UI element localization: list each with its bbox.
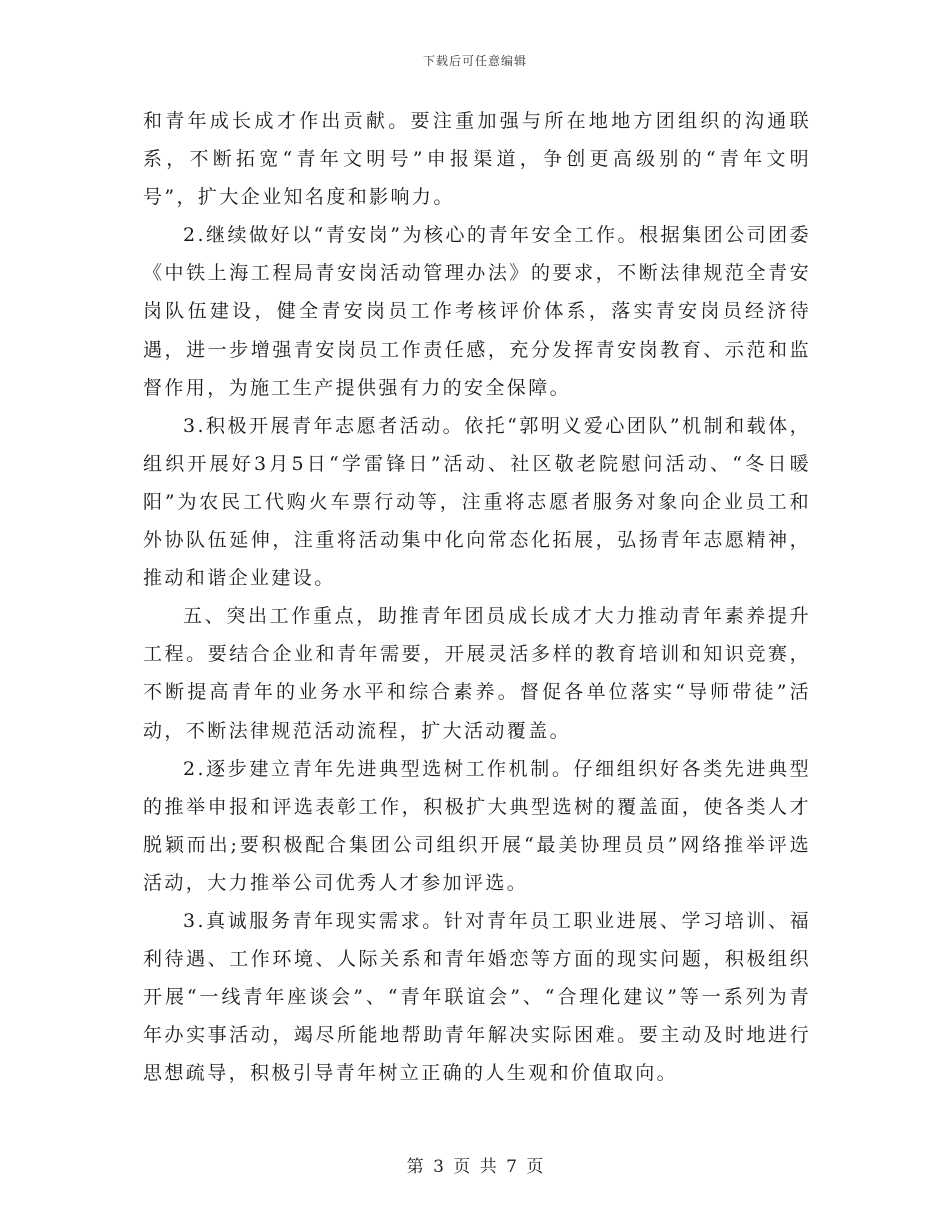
paragraph-model-selection: 2.逐步建立青年先进典型选树工作机制。仔细组织好各类先进典型的推举申报和评选表彰工作，积极扩大典型选树的覆盖面，使各类人才脱颖而出;要积极配合集团公司组织开展“最美协理员员”网络推举评选活动，大力推举公司优秀人才参加评选。	[143, 757, 811, 894]
paragraph-safety-work: 2.继续做好以“青安岗”为核心的青年安全工作。根据集团公司团委《中铁上海工程局青安岗活动管理办法》的要求，不断法律规范全青安岗队伍建设，健全青安岗员工作考核评价体系，落实青安岗员经济待遇，进一步增强青安岗员工作责任感，充分发挥青安岗教育、示范和监督作用，为施工生产提供强有力的安全保障。	[143, 224, 811, 399]
paragraph-youth-needs: 3.真诚服务青年现实需求。针对青年员工职业进展、学习培训、福利待遇、工作环境、人际关系和青年婚恋等方面的现实问题，积极组织开展“一线青年座谈会”、“青年联谊会”、“合理化建议”等一系列为青年办实事活动，竭尽所能地帮助青年解决实际困难。要主动及时地进行思想疏导，积极引导青年树立正确的人生观和价值取向。	[143, 909, 811, 1085]
paragraph-volunteer-activities: 3.积极开展青年志愿者活动。依托“郭明义爱心团队”机制和载体，组织开展好3月5日“学雷锋日”活动、社区敬老院慰问活动、“冬日暖阳”为农民工代购火车票行动等，注重将志愿者服务对象向企业员工和外协队伍延伸，注重将活动集中化向常态化拓展，弘扬青年志愿精神，推动和谐企业建设。	[143, 414, 811, 590]
paragraph-section-five: 五、突出工作重点，助推青年团员成长成才大力推动青年素养提升工程。要结合企业和青年需要，开展灵活多样的教育培训和知识竞赛，不断提高青年的业务水平和综合素养。督促各单位落实“导师带徒”活动，不断法律规范活动流程，扩大活动覆盖。	[143, 605, 811, 742]
page-number-footer: 第 3 页 共 7 页	[406, 1157, 544, 1177]
paragraph-continuation: 和青年成长成才作出贡献。要注重加强与所在地地方团组织的沟通联系，不断拓宽“青年文明号”申报渠道，争创更高级别的“青年文明号”，扩大企业知名度和影响力。	[143, 110, 811, 209]
header-note: 下载后可任意编辑	[422, 54, 527, 68]
document-body	[143, 102, 811, 1092]
